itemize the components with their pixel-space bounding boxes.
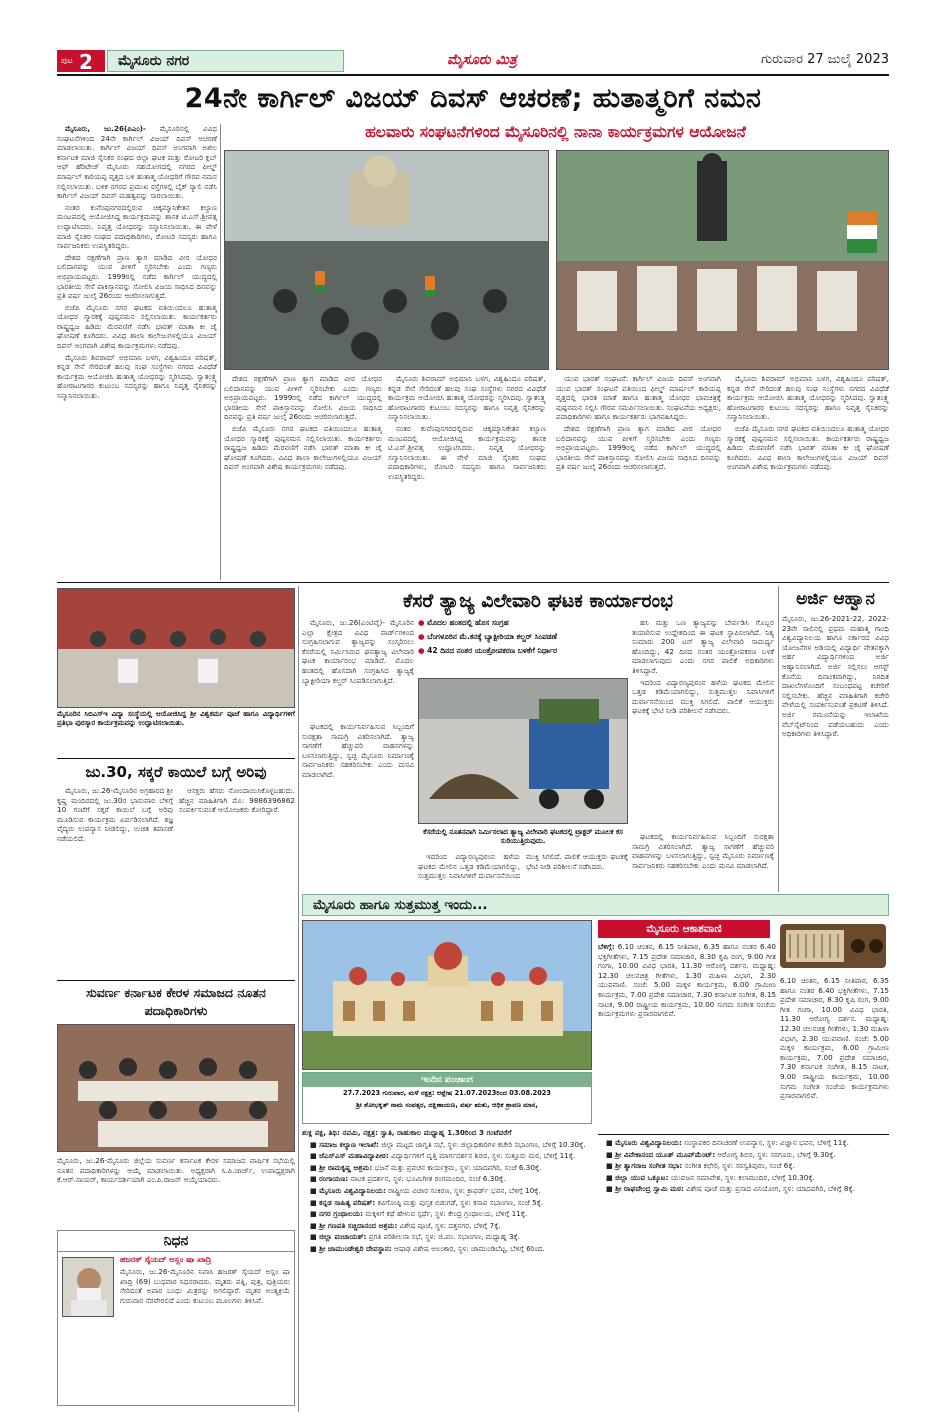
waste-bullet-2-text: ಬೆಂಗಳೂರಿನ ಮೆ.ಕನಕ್ಕೆ ಬ್ಯಾಕ್ಟೀರಿಯಾ ಕಲ್ಚರ್ ಸಿಂಪಡಣೆ <box>427 632 557 641</box>
sugar-column-2 <box>179 786 295 976</box>
right-event-item: ■ ಮೈಸೂರು ವಿಶ್ವವಿದ್ಯಾನಿಲಯ: ಸಂಸ್ಥಾಪಕರ ದಿನಾಚರಣೆ ಉಪನ್ಯಾಸ, ಸ್ಥಳ: ವಿಜ್ಞಾನ ಭವನ, ಬೆಳಿಗ್ಗೆ 11ಕ್ಕೆ. <box>606 1138 849 1147</box>
event-7-label: ನಗರ ಗ್ರಂಥಾಲಯ: <box>319 1209 364 1219</box>
waste-column-1 <box>302 618 414 720</box>
sarvajana-headline-text: ಸುವರ್ಣ ಕರ್ನಾಟಕ ಕೇರಳ ಸಮಾಜದ ನೂತನ ಪದಾಧಿಕಾರಿಗಳು <box>86 985 266 1018</box>
section-name: ಮೈಸೂರು ನಗರ <box>118 53 190 69</box>
event-item: ■ ಶ್ರೀ ಚಾಮುಂಡೇಶ್ವರಿ ದೇವಸ್ಥಾನ: ಆಷಾಢ ವಿಶೇಷ ಅಲಂಕಾರ, ಸ್ಥಳ: ಚಾಮುಂಡಿಬೆಟ್ಟ, ಬೆಳಿಗ್ಗೆ 6ರಿಂದ. <box>310 1243 545 1253</box>
sarvajana-top-rule <box>57 980 295 981</box>
waste-body-2: ಹಸಿ ಮತ್ತು ಒಣ ತ್ಯಾಜ್ಯವನ್ನು ಬೇರ್ಪಡಿಸಿ ಗೊಬ್ಬರ ತಯಾರಿಸುವ ಉದ್ದೇಶದಿಂದ ಈ ಘಟಕ ಸ್ಥಾಪಿಸಲಾಗಿದೆ. ನಿತ್ಯ ಸುಮಾರು 200 ಟನ್ ತ್ಯಾಜ್ಯ ವಿಲೇವಾರಿ ಸಾಮರ್ಥ್ಯ ಹೊಂದಿದ್ದು, 42 ದಿನದ ನಂತರ ಯಂತ್ರೋಪಕರಣ ಬಳಕೆ ಮಾಡಲಾಗುವುದು ಎಂದು ನಗರ ಪಾಲಿಕೆ ಅಧಿಕಾರಿಗಳು ತಿಳಿಸಿದ್ದಾರೆ. <box>632 618 774 675</box>
lead-column-4 <box>556 374 721 579</box>
waste-body-3: ಇದರಿಂದ ವಿದ್ಯಾರಣ್ಯಪುರಂನ ಹಳೆಯ ಘಟಕದ ಮೇಲಿನ ಒತ್ತಡ ಕಡಿಮೆಯಾಗಲಿದ್ದು, ಸುತ್ತಮುತ್ತಲ ನಿವಾಸಿಗಳಿಗೆ ದುರ್ವಾಸನೆಯಿಂದ ಮುಕ್ತಿ ಸಿಗಲಿದೆ. ಪಾಲಿಕೆ ಆಯುಕ್ತರು ಘಟಕಕ್ಕೆ ಭೇಟಿ ನೀಡಿ ಪರಿಶೀಲನೆ ನಡೆಸಿದರು. <box>632 677 774 716</box>
panchanga-line-2: ಶ್ರೀ ಶೋಭಕೃತ್ ನಾಮ ಸಂವತ್ಸರ, ದಕ್ಷಿಣಾಯಣ, ವರ್ಷ ಋತು, ಆಧಿಕ ಶ್ರಾವಣ ಮಾಸ, <box>356 1101 538 1109</box>
event-5-label: ಮೈಸೂರು ವಿಶ್ವವಿದ್ಯಾನಿಲಯ: <box>319 1185 386 1195</box>
waste-column-5 <box>632 832 774 890</box>
radio-icon <box>778 920 888 972</box>
event-1-text: ಜಿಲ್ಲಾ ಮಟ್ಟದ ಜಾಗೃತಿ ಸಭೆ, ಸ್ಥಳ: ಜಿಲ್ಲಾಧಿಕಾರಿಗಳ ಕಚೇರಿ ಸಭಾಂಗಣ, ಬೆಳಿಗ್ಗೆ 10.30ಕ್ಕೆ. <box>381 1139 586 1149</box>
event-item: ■ ಮೈಸೂರು ವಿಶ್ವವಿದ್ಯಾನಿಲಯ: ರಾಷ್ಟ್ರೀಯ ವಿಚಾರ ಸಂಕಿರಣ, ಸ್ಥಳ: ಕ್ರಾಫರ್ಡ್ ಭವನ, ಬೆಳಿಗ್ಗೆ 10ಕ್ಕೆ. <box>310 1185 541 1195</box>
lead-column-1 <box>57 124 217 584</box>
sarvajana-photo <box>57 1024 295 1152</box>
event-item: ■ ಶ್ರೀ ಗಣಪತಿ ಸಚ್ಚಿದಾನಂದ ಆಶ್ರಮ: ವಿಶೇಷ ಪೂಜೆ, ಸ್ಥಳ: ದತ್ತನಗರ, ಬೆಳಿಗ್ಗೆ 7ಕ್ಕೆ. <box>310 1220 501 1230</box>
palace-photo <box>302 920 592 1070</box>
waste-plant-illustration <box>419 679 628 824</box>
event-10-text: ಆಷಾಢ ವಿಶೇಷ ಅಲಂಕಾರ, ಸ್ಥಳ: ಚಾಮುಂಡಿಬೆಟ್ಟ, ಬೆಳಿಗ್ಗೆ 6ರಿಂದ. <box>393 1243 545 1253</box>
waste-body-3b: ಇದರಿಂದ ವಿದ್ಯಾರಣ್ಯಪುರಂನ ಹಳೆಯ ಘಟಕದ ಮೇಲಿನ ಒತ್ತಡ ಕಡಿಮೆಯಾಗಲಿದ್ದು, ಸುತ್ತಮುತ್ತಲ ನಿವಾಸಿಗಳಿಗೆ ದುರ್ವಾಸನೆಯಿಂದ ಮುಕ್ತಿ ಸಿಗಲಿದೆ. ಪಾಲಿಕೆ ಆಯುಕ್ತರು ಘಟಕಕ್ಕೆ ಭೇಟಿ ನೀಡಿ ಪರಿಶೀಲನೆ ನಡೆಸಿದರು. <box>418 852 628 881</box>
right-event-item: ■ ಶ್ರೀ ರಾಘವೇಂದ್ರ ಸ್ವಾಮಿ ಮಠ: ವಿಶೇಷ ಪೂಜೆ ಮತ್ತು ಪ್ರಸಾದ ವಿನಿಯೋಗ, ಸ್ಥಳ: ಯಾದವಗಿರಿ, ಬೆಳಿಗ್ಗೆ 8ಕ್ಕೆ. <box>606 1184 855 1194</box>
sugar-column-1 <box>57 786 173 976</box>
left-column-divider <box>298 586 299 1412</box>
masthead-name: ಮೈಸೂರು ಮಿತ್ರ <box>447 52 517 68</box>
lead-body-4c: ಬಿಜೆಪಿ ಮೈಸೂರು ನಗರ ಘಟಕದ ವತಿಯಿಂದಲೂ ಹುತಾತ್ಮ ಯೋಧರ ಸ್ಮಾರಕಕ್ಕೆ ಪುಷ್ಪನಮನ ಸಲ್ಲಿಸಲಾಯಿತು. ಕಾರ್ಯಕರ್ತರು ರಾಷ್ಟ್ರಧ್ವಜ ಹಿಡಿದು ಮೆರವಣಿಗೆ ನಡೆಸಿ ಭಾರತ್ ಮಾತಾ ಕೀ ಜೈ ಘೋಷಣೆ ಕೂಗಿದರು. ವಿವಿಧ ಶಾಲಾ ಕಾಲೇಜುಗಳಲ್ಲಿಯೂ ವಿಜಯ್ ದಿವಸ್ ಅಂಗವಾಗಿ ವಿಶೇಷ ಕಾರ್ಯಕ್ರಮಗಳು ನಡೆದವು. <box>727 423 889 472</box>
right-event-2-label: ಶ್ರೀ ವಿವೇಕಾನಂದ ಯೂತ್ ಮೂವ್‌ಮೆಂಟ್: <box>615 1149 716 1159</box>
event-item: ■ ಜೆಎಸ್‌ಎಸ್ ಮಹಾವಿದ್ಯಾಪೀಠ: ವಿದ್ಯಾರ್ಥಿಗಳಿಗೆ ವೃತ್ತಿ ಮಾರ್ಗದರ್ಶನ ಶಿಬಿರ, ಸ್ಥಳ: ಸುತ್ತೂರು ಮಠ, ಬೆಳಿಗ್ಗೆ 11ಕ್ಕೆ. <box>310 1151 576 1161</box>
event-2-label: ಜೆಎಸ್‌ಎಸ್ ಮಹಾವಿದ್ಯಾಪೀಠ: <box>319 1151 389 1161</box>
right-event-item: ■ ಶ್ರೀ ವಿವೇಕಾನಂದ ಯೂತ್ ಮೂವ್‌ಮೆಂಟ್: ಆರೋಗ್ಯ ಶಿಬಿರ, ಸ್ಥಳ: ಸರಗೂರು, ಬೆಳಿಗ್ಗೆ 9.30ಕ್ಕೆ. <box>606 1149 836 1159</box>
event-item: ■ ಸಮಾಜ ಕಲ್ಯಾಣ ಇಲಾಖೆ: ಜಿಲ್ಲಾ ಮಟ್ಟದ ಜಾಗೃತಿ ಸಭೆ, ಸ್ಥಳ: ಜಿಲ್ಲಾಧಿಕಾರಿಗಳ ಕಚೇರಿ ಸಭಾಂಗಣ, ಬೆಳಿಗ್ಗೆ 10.30ಕ್ಕೆ. <box>310 1139 586 1149</box>
right-event-4-label: ಜಿಲ್ಲಾ ಯುವ ಒಕ್ಕೂಟ: <box>615 1172 669 1182</box>
right-event-3-label: ಶ್ರೀ ತ್ಯಾಗರಾಜ ಸಂಗೀತ ಸಭಾ: <box>615 1161 683 1171</box>
radio-title-bar <box>598 920 770 938</box>
memorial-photo <box>556 150 889 370</box>
radio-label: ಬೆಳಿಗ್ಗೆ: <box>598 942 615 951</box>
panchanga-line-3b: ಶುಕ್ಲ ಪಕ್ಷ, ತಿಥಿ: ನವಮಿ, ನಕ್ಷತ್ರ: ಸ್ವಾತಿ, ರಾಹುಕಾಲ ಮಧ್ಯಾಹ್ನ 1.30ರಿಂದ 3 ಗಂಟೆವರೆಗೆ <box>302 1128 512 1137</box>
lead-column-5 <box>727 374 889 579</box>
event-9-label: ಜಿಲ್ಲಾ ಪಂಚಾಯತ್: <box>319 1232 367 1242</box>
panchanga-title-bar <box>303 1073 591 1087</box>
radio-title: ಮೈಸೂರು ಆಕಾಶವಾಣಿ <box>646 923 722 935</box>
today-banner-text: ಮೈಸೂರು ಹಾಗೂ ಸುತ್ತಮುತ್ತ ಇಂದು... <box>313 897 488 913</box>
lead-column-3 <box>388 374 546 579</box>
lead-body-1: ಮೈಸೂರಿನಲ್ಲಿ ವಿವಿಧ ಸಂಘಟನೆಗಳಿಂದ 24ನೇ ಕಾರ್ಗಿಲ್ ವಿಜಯ್ ದಿವಸ್ ಆಚರಣೆ ಮಾಡಲಾಯಿತು. ಕಾರ್ಗಿಲ್ ವಿಜಯ್ ದಿವಸ್ ಅಂಗವಾಗಿ ಅಖಿಲ ಕರ್ನಾಟಕ ಮಾಜಿ ಸೈನಿಕರ ಸಂಘದ ಜಿಲ್ಲಾ ಘಟಕ ಮತ್ತು ರೋಟರಿ ಕ್ಲಬ್ ಆಫ್ ಹೆರಿಟೇಜ್ ಮೈಸೂರು ಸಹಯೋಗದಲ್ಲಿ ನಗರದ ಫೀಲ್ಡ್ ಮಾರ್ಷಲ್ ಕಾರಿಯಪ್ಪ ವೃತ್ತದ ಬಳಿ ಹುತಾತ್ಮ ಯೋಧರಿಗೆ ಗೌರವ ನಮನ ಸಲ್ಲಿಸಲಾಯಿತು. ಬಳಿಕ ನಗರದ ಪ್ರಮುಖ ರಸ್ತೆಗಳಲ್ಲಿ ಬೈಕ್ ರ‍್ಯಾಲಿ ನಡೆಸಿ ಕಾರ್ಗಿಲ್ ವಿಜಯ್ ದಿವಸ್ ಮಹತ್ವವನ್ನು ಸಾರಲಾಯಿತು. <box>57 124 217 201</box>
event-10-label: ಶ್ರೀ ಚಾಮುಂಡೇಶ್ವರಿ ದೇವಸ್ಥಾನ: <box>319 1243 392 1253</box>
lead-body-5: ಯುವ ಭಾರತ್ ಸಂಘಟನೆ: ಕಾರ್ಗಿಲ್ ವಿಜಯ ದಿವಸ್ ಅಂಗವಾಗಿ ಯುವ ಭಾರತ್ ಸಂಘಟನೆ ವತಿಯಿಂದ ಫೀಲ್ಡ್ ಮಾರ್ಷಲ್ ಕಾರಿಯಪ್ಪ ವೃತ್ತದಲ್ಲಿ ಭಾರತ ಮಾತೆ ಹಾಗೂ ಹುತಾತ್ಮ ಯೋಧರ ಭಾವಚಿತ್ರಕ್ಕೆ ಪುಷ್ಪನಮನ ಸಲ್ಲಿಸಿ ಗೌರವ ಸಮರ್ಪಿಸಲಾಯಿತು. ಸಂಘಟನೆಯ ಅಧ್ಯಕ್ಷರು, ಪದಾಧಿಕಾರಿಗಳು ಹಾಗೂ ಕಾರ್ಯಕರ್ತರು ಭಾಗವಹಿಸಿದ್ದರು. <box>556 374 721 422</box>
lead-body-6b: ಮೈಸೂರು ಶಿವರಾಮ್ ಅಭಿಮಾನಿ ಬಳಗ, ವಿಶ್ವಹಿಂದೂ ಪರಿಷತ್, ಕನ್ನಡ ಸೇನೆ ಸೇರಿದಂತೆ ಹಲವು ಸಂಘ ಸಂಸ್ಥೆಗಳು ನಗರದ ವಿವಿಧೆಡೆ ಕಾರ್ಯಕ್ರಮ ಆಯೋಜಿಸಿ ಹುತಾತ್ಮ ಯೋಧರನ್ನು ಸ್ಮರಿಸಿದವು. ಸ್ವಾತಂತ್ರ್ಯ ಹೋರಾಟಗಾರರ ಕುಟುಂಬ ಸದಸ್ಯರನ್ನು ಹಾಗೂ ನಿವೃತ್ತ ಸೈನಿಕರನ್ನು ಸನ್ಮಾನಿಸಲಾಯಿತು. <box>388 374 546 422</box>
memorial-illustration <box>557 151 889 370</box>
school-event-caption: ಮೈಸೂರಿನ ಸಿಬಿಎಸ್ಇ ವಿದ್ಯಾ ಸಂಸ್ಥೆಯಲ್ಲಿ ಆಯೋಜಿಸಿದ್ದ ಶ್ರೀ ವಿಶ್ವಕರ್ಮ ಪೂಜೆ ಹಾಗೂ ವಿದ್ಯಾರ್ಥಿಗಳಿಗೆ ಪ್ರತಿಭಾ ಪುರಸ್ಕಾರ ಕಾರ್ಯಕ್ರಮವನ್ನು ಉದ್ಘಾಟಿಸಲಾಯಿತು. <box>57 710 295 727</box>
page-header <box>57 50 889 72</box>
sarvajana-headline <box>57 984 295 1020</box>
obituary-name: ಹಜರತ್ ಸೈಯದ್ ಅಸ್ಲಂ ಷಾ ಖಾದ್ರಿ <box>120 1255 212 1264</box>
application-body: ಮೈಸೂರು, ಜು.26-2021-22, 2022-23ನೇ ಸಾಲಿನಲ್ಲಿ ಪ್ರಥಮ ಮಹಾತ್ಮ ಗಾಂಧಿ ವಿಶ್ವವಿದ್ಯಾನಿಲಯ ಹಾಗೂ ಸರ್ಕಾರದ ವಿವಿಧ ಯೋಜನೆಗಳ ಅಡಿಯಲ್ಲಿ ವಿದ್ಯಾರ್ಥಿ ವೇತನಕ್ಕಾಗಿ ಅರ್ಹ ವಿದ್ಯಾರ್ಥಿಗಳಿಂದ ಅರ್ಜಿ ಆಹ್ವಾನಿಸಲಾಗಿದೆ. ಅರ್ಜಿ ಸಲ್ಲಿಸಲು ಆಗಸ್ಟ್ ಕೊನೆಯ ದಿನಾಂಕವಾಗಿದ್ದು, ನಿಗದಿತ ದಾಖಲೆಗಳೊಂದಿಗೆ ಸಂಬಂಧಪಟ್ಟ ಕಚೇರಿಗೆ ಸಲ್ಲಿಸಬೇಕು. ಹೆಚ್ಚಿನ ಮಾಹಿತಿಗಾಗಿ ಕಚೇರಿ ವೇಳೆಯಲ್ಲಿ ಸಂಪರ್ಕಿಸುವಂತೆ ಪ್ರಕಟಣೆ ತಿಳಿಸಿದೆ. ಅರ್ಜಿ ನಮೂನೆಯನ್ನು ಇಲಾಖೆಯ ವೆಬ್‌ಸೈಟ್‌ನಿಂದ ಪಡೆಯಬಹುದು ಎಂದು ಅಧಿಕಾರಿಗಳು ತಿಳಿಸಿದ್ದಾರೆ. <box>782 614 889 739</box>
lead-body-2: ನಂತರ ಕುವೆಂಪುನಗರದಲ್ಲಿರುವ ಚಿಕ್ಕಮ್ಮಾನಿಕೇತನ ಕಲ್ಯಾಣ ಮಂಟಪದಲ್ಲಿ ಆಯೋಜಿಸಿದ್ದ ಕಾರ್ಯಕ್ರಮವನ್ನು ಶಾಸಕ ಟಿ.ಎಸ್.ಶ್ರೀವತ್ಸ ಉದ್ಘಾಟಿಸಿದರು. ನಿವೃತ್ತ ಯೋಧರನ್ನು ಸನ್ಮಾನಿಸಲಾಯಿತು. ಈ ವೇಳೆ ಮಾಜಿ ಸೈನಿಕರ ಸಂಘದ ಪದಾಧಿಕಾರಿಗಳು, ರೋಟರಿ ಸದಸ್ಯರು ಹಾಗೂ ಸಾರ್ವಜನಿಕರು ಉಪಸ್ಥಿತರಿದ್ದರು. <box>57 202 217 251</box>
sugar-headline: ಜು.30, ಸಕ್ಕರೆ ಕಾಯಿಲೆ ಬಗ್ಗೆ ಅರಿವು <box>85 763 267 781</box>
bike-rally-illustration <box>225 151 549 370</box>
waste-bullet-1 <box>418 616 628 630</box>
event-item: ■ ನಗರ ಗ್ರಂಥಾಲಯ: ಮಕ್ಕಳಿಗೆ ಕಥೆ ಹೇಳುವ ಸ್ಪರ್ಧೆ, ಸ್ಥಳ: ಕೇಂದ್ರ ಗ್ರಂಥಾಲಯ, ಬೆಳಿಗ್ಗೆ 11ಕ್ಕೆ. <box>310 1209 528 1219</box>
radio-set-icon <box>778 920 888 972</box>
event-item: ■ ಕನ್ನಡ ಸಾಹಿತ್ಯ ಪರಿಷತ್: ಕವಿಗೋಷ್ಠಿ ಮತ್ತು ಪುಸ್ತಕ ಬಿಡುಗಡೆ, ಸ್ಥಳ: ಕಸಾಪ ಸಭಾಂಗಣ, ಸಂಜೆ 5ಕ್ಕೆ. <box>310 1197 544 1207</box>
lead-body-6: ಮೈಸೂರು ಶಿವರಾಮ್ ಅಭಿಮಾನಿ ಬಳಗ, ವಿಶ್ವಹಿಂದೂ ಪರಿಷತ್, ಕನ್ನಡ ಸೇನೆ ಸೇರಿದಂತೆ ಹಲವು ಸಂಘ ಸಂಸ್ಥೆಗಳು ನಗರದ ವಿವಿಧೆಡೆ ಕಾರ್ಯಕ್ರಮ ಆಯೋಜಿಸಿ ಹುತಾತ್ಮ ಯೋಧರನ್ನು ಸ್ಮರಿಸಿದವು. ಸ್ವಾತಂತ್ರ್ಯ ಹೋರಾಟಗಾರರ ಕುಟುಂಬ ಸದಸ್ಯರನ್ನು ಹಾಗೂ ನಿವೃತ್ತ ಸೈನಿಕರನ್ನು ಸನ್ಮಾನಿಸಲಾಯಿತು. <box>57 352 217 401</box>
right-event-5-label: ಶ್ರೀ ರಾಘವೇಂದ್ರ ಸ್ವಾಮಿ ಮಠ: <box>615 1184 684 1194</box>
waste-headline: ಕೆಸರೆ ತ್ಯಾಜ್ಯ ವಿಲೇವಾರಿ ಘಟಕ ಕಾರ್ಯಾರಂಭ <box>402 590 674 612</box>
bike-rally-photo <box>224 150 549 370</box>
event-item: ■ ರಂಗಾಯಣ: ನಾಟಕ ಪ್ರದರ್ಶನ, ಸ್ಥಳ: ಭೂಮಿಗೀತ ರಂಗಮಂದಿರ, ಸಂಜೆ 6.30ಕ್ಕೆ. <box>310 1174 506 1184</box>
sarvajana-body: ಮೈಸೂರು, ಜು.26-ಮೈಸೂರು ಜಿಲ್ಲೆಯ ಸುವರ್ಣ ಕರ್ನಾಟಕ ಕೇರಳ ಸಮಾಜದ ವಾರ್ಷಿಕ ಸಭೆಯಲ್ಲಿ ನೂತನ ಪದಾಧಿಕಾರಿಗಳನ್ನು ಆಯ್ಕೆ ಮಾಡಲಾಯಿತು. ಅಧ್ಯಕ್ಷರಾಗಿ ಸಿ.ಪಿ.ಜಾರ್ಜ್, ಉಪಾಧ್ಯಕ್ಷರಾಗಿ ಕೆ.ಆರ್.ನಾಯರ್, ಕಾರ್ಯದರ್ಶಿಯಾಗಿ ಎಂ.ಪಿ.ರಾಜನ್ ಆಯ್ಕೆಯಾದರು. <box>57 1156 295 1185</box>
application-headline: ಅರ್ಜಿ ಆಹ್ವಾನ <box>796 589 875 609</box>
radio-body: 6.10 ಚಿಂತನ, 6.15 ನೀತಿಪಾಠ, 6.35 ಹಾಗೂ ನಂತರ 6.40 ಭಕ್ತಿಗೀತೆಗಳು, 7.15 ಪ್ರದೇಶ ಸಮಾಚಾರ, 8.30 ಕೃಷಿ ರಂಗ, 9.00 ಗೀತ ಗಂಗಾ, 10.00 ವಿವಿಧ ಭಾರತಿ, 11.30 ಆರೋಗ್ಯ ದರ್ಶನ. ಮಧ್ಯಾಹ್ನ: 12.30 ಚಲನಚಿತ್ರ ಗೀತೆಗಳು, 1.30 ಮಹಿಳಾ ವಿಭಾಗ, 2.30 ಯುವವಾಣಿ. ಸಂಜೆ: 5.00 ಮಕ್ಕಳ ಕಾರ್ಯಕ್ರಮ, 6.00 ಗ್ರಾಮೀಣ ಕಾರ್ಯಕ್ರಮ, 7.00 ಪ್ರದೇಶ ಸಮಾಚಾರ, 7.30 ಕರ್ನಾಟಕ ಸಂಗೀತ, 8.15 ನಾಟಕ, 9.00 ರಾಷ್ಟ್ರೀಯ ಕಾರ್ಯಕ್ರಮ, 10.00 ಸುಗಮ ಸಂಗೀತ ಸಂಜೆಯ ಕಾರ್ಯಕ್ರಮಗಳು ಪ್ರಸಾರವಾಗಲಿವೆ. <box>598 942 776 1019</box>
lead-body-4: ಬಿಜೆಪಿ ಮೈಸೂರು ನಗರ ಘಟಕದ ವತಿಯಿಂದಲೂ ಹುತಾತ್ಮ ಯೋಧರ ಸ್ಮಾರಕಕ್ಕೆ ಪುಷ್ಪನಮನ ಸಲ್ಲಿಸಲಾಯಿತು. ಕಾರ್ಯಕರ್ತರು ರಾಷ್ಟ್ರಧ್ವಜ ಹಿಡಿದು ಮೆರವಣಿಗೆ ನಡೆಸಿ ಭಾರತ್ ಮಾತಾ ಕೀ ಜೈ ಘೋಷಣೆ ಕೂಗಿದರು. ವಿವಿಧ ಶಾಲಾ ಕಾಲೇಜುಗಳಲ್ಲಿಯೂ ವಿಜಯ್ ದಿವಸ್ ಅಂಗವಾಗಿ ವಿಶೇಷ ಕಾರ್ಯಕ್ರಮಗಳು ನಡೆದವು. <box>57 302 217 351</box>
right-event-1-text: ಸಂಸ್ಥಾಪಕರ ದಿನಾಚರಣೆ ಉಪನ್ಯಾಸ, ಸ್ಥಳ: ವಿಜ್ಞಾನ ಭವನ, ಬೆಳಿಗ್ಗೆ 11ಕ್ಕೆ. <box>684 1138 849 1147</box>
page-label: ಪುಟ <box>61 56 73 65</box>
sugar-body-1: ಮೈಸೂರು, ಜು.26-ಮೈಸೂರಿನ ಅಗ್ರಹಾರದ ಶ್ರೀ ಕೃಷ್ಣ ಮಂದಿರದಲ್ಲಿ ಜು.30ರ ಭಾನುವಾರ ಬೆಳಿಗ್ಗೆ 10 ಗಂಟೆಗೆ ಸಕ್ಕರೆ ಕಾಯಿಲೆ ಬಗ್ಗೆ ಅರಿವು ಮೂಡಿಸುವ ಕಾರ್ಯಕ್ರಮ ಏರ್ಪಡಿಸಲಾಗಿದೆ. ತಜ್ಞ ವೈದ್ಯರು ಉಪನ್ಯಾಸ ನೀಡಲಿದ್ದು, ಉಚಿತ ತಪಾಸಣೆ ನಡೆಯಲಿದೆ. <box>57 786 173 843</box>
waste-column-4 <box>632 618 774 830</box>
waste-photo-caption: ಕೆಸರೆಯಲ್ಲಿ ನೂತನವಾಗಿ ನಿರ್ಮಿಸಲಾದ ತ್ಯಾಜ್ಯ ವಿಲೇವಾರಿ ಘಟಕದಲ್ಲಿ ಟ್ರಾಕ್ಟರ್ ಮೂಲಕ ಕಸ ಸುರಿಯುತ್ತಿರುವುದು. <box>423 828 623 845</box>
right-events-list <box>598 1138 889 1412</box>
portrait-icon <box>63 1258 114 1317</box>
lead-body-3c: ದೇಶದ ರಕ್ಷಣೆಗಾಗಿ ಪ್ರಾಣ ತ್ಯಾಗ ಮಾಡಿದ ವೀರ ಯೋಧರ ಬಲಿದಾನವನ್ನು ಯುವ ಪೀಳಿಗೆ ಸ್ಮರಿಸಬೇಕು ಎಂದು ಗಣ್ಯರು ಅಭಿಪ್ರಾಯಪಟ್ಟರು. 1999ರಲ್ಲಿ ನಡೆದ ಕಾರ್ಗಿಲ್ ಯುದ್ಧದಲ್ಲಿ ಭಾರತೀಯ ಸೇನೆ ಪಾಕಿಸ್ತಾನವನ್ನು ಸೋಲಿಸಿ ವಿಜಯ ಸಾಧಿಸಿದ ದಿನವನ್ನು ಪ್ರತಿ ವರ್ಷ ಜುಲೈ 26ರಂದು ಆಚರಿಸಲಾಗುತ್ತದೆ. <box>556 423 721 472</box>
panchanga-line-1: 27.7.2023 ಗುರುವಾರ, ಮಳೆ ನಕ್ಷತ್ರ: ಆಶ್ಲೇಷ 21.07.2023ರಿಂದ 03.08.2023 <box>343 1089 551 1097</box>
page-date: ಗುರುವಾರ 27 ಜುಲೈ 2023 <box>760 52 889 67</box>
header-rule <box>57 74 889 76</box>
bullet-icon: ● <box>418 632 428 641</box>
radio-body-right: 6.10 ಚಿಂತನ, 6.15 ನೀತಿಪಾಠ, 6.35 ಹಾಗೂ ನಂತರ 6.40 ಭಕ್ತಿಗೀತೆಗಳು, 7.15 ಪ್ರದೇಶ ಸಮಾಚಾರ, 8.30 ಕೃಷಿ ರಂಗ, 9.00 ಗೀತ ಗಂಗಾ, 10.00 ವಿವಿಧ ಭಾರತಿ, 11.30 ಆರೋಗ್ಯ ದರ್ಶನ. ಮಧ್ಯಾಹ್ನ: 12.30 ಚಲನಚಿತ್ರ ಗೀತೆಗಳು, 1.30 ಮಹಿಳಾ ವಿಭಾಗ, 2.30 ಯುವವಾಣಿ. ಸಂಜೆ: 5.00 ಮಕ್ಕಳ ಕಾರ್ಯಕ್ರಮ, 6.00 ಗ್ರಾಮೀಣ ಕಾರ್ಯಕ್ರಮ, 7.00 ಪ್ರದೇಶ ಸಮಾಚಾರ, 7.30 ಕರ್ನಾಟಕ ಸಂಗೀತ, 8.15 ನಾಟಕ, 9.00 ರಾಷ್ಟ್ರೀಯ ಕಾರ್ಯಕ್ರಮ, 10.00 ಸುಗಮ ಸಂಗೀತ ಸಂಜೆಯ ಕಾರ್ಯಕ್ರಮಗಳು ಪ್ರಸಾರವಾಗಲಿವೆ. <box>780 976 889 1101</box>
lead-body-2b: ನಂತರ ಕುವೆಂಪುನಗರದಲ್ಲಿರುವ ಚಿಕ್ಕಮ್ಮಾನಿಕೇತನ ಕಲ್ಯಾಣ ಮಂಟಪದಲ್ಲಿ ಆಯೋಜಿಸಿದ್ದ ಕಾರ್ಯಕ್ರಮವನ್ನು ಶಾಸಕ ಟಿ.ಎಸ್.ಶ್ರೀವತ್ಸ ಉದ್ಘಾಟಿಸಿದರು. ನಿವೃತ್ತ ಯೋಧರನ್ನು ಸನ್ಮಾನಿಸಲಾಯಿತು. ಈ ವೇಳೆ ಮಾಜಿ ಸೈನಿಕರ ಸಂಘದ ಪದಾಧಿಕಾರಿಗಳು, ರೋಟರಿ ಸದಸ್ಯರು ಹಾಗೂ ಸಾರ್ವಜನಿಕರು ಉಪಸ್ಥಿತರಿದ್ದರು. <box>388 423 546 481</box>
waste-column-2 <box>302 722 414 890</box>
bullet-icon: ● <box>418 646 428 655</box>
waste-body-4b: ಘಟಕದಲ್ಲಿ ಕಾರ್ಯನಿರ್ವಹಿಸುವ ಸಿಬ್ಬಂದಿಗೆ ಸುರಕ್ಷತಾ ಸಾಮಗ್ರಿ ವಿತರಿಸಲಾಗಿದೆ. ತ್ಯಾಜ್ಯ ಸಾಗಣೆಗೆ ಹೆಚ್ಚುವರಿ ವಾಹನಗಳನ್ನು ಬಳಸಲಾಗುತ್ತಿದ್ದು, ಸ್ವಚ್ಛ ಮೈಸೂರು ನಿರ್ಮಾಣಕ್ಕೆ ಸಾರ್ವಜನಿಕರು ಸಹಕರಿಸಬೇಕು ಎಂದು ಮನವಿ ಮಾಡಲಾಗಿದೆ. <box>632 832 774 870</box>
panchanga-title: ಇಂದಿನ ಪಂಚಾಂಗ <box>421 1075 473 1085</box>
radio-box <box>598 920 889 1132</box>
event-5-text: ರಾಷ್ಟ್ರೀಯ ವಿಚಾರ ಸಂಕಿರಣ, ಸ್ಥಳ: ಕ್ರಾಫರ್ಡ್ ಭವನ, ಬೆಳಿಗ್ಗೆ 10ಕ್ಕೆ. <box>388 1185 541 1195</box>
obituary-title: ನಿಧನ <box>58 1231 294 1252</box>
event-4-label: ರಂಗಾಯಣ: <box>319 1174 349 1184</box>
event-8-text: ವಿಶೇಷ ಪೂಜೆ, ಸ್ಥಳ: ದತ್ತನಗರ, ಬೆಳಿಗ್ಗೆ 7ಕ್ಕೆ. <box>399 1220 501 1230</box>
lead-body-3b: ದೇಶದ ರಕ್ಷಣೆಗಾಗಿ ಪ್ರಾಣ ತ್ಯಾಗ ಮಾಡಿದ ವೀರ ಯೋಧರ ಬಲಿದಾನವನ್ನು ಯುವ ಪೀಳಿಗೆ ಸ್ಮರಿಸಬೇಕು ಎಂದು ಗಣ್ಯರು ಅಭಿಪ್ರಾಯಪಟ್ಟರು. 1999ರಲ್ಲಿ ನಡೆದ ಕಾರ್ಗಿಲ್ ಯುದ್ಧದಲ್ಲಿ ಭಾರತೀಯ ಸೇನೆ ಪಾಕಿಸ್ತಾನವನ್ನು ಸೋಲಿಸಿ ವಿಜಯ ಸಾಧಿಸಿದ ದಿನವನ್ನು ಪ್ರತಿ ವರ್ಷ ಜುಲೈ 26ರಂದು ಆಚರಿಸಲಾಗುತ್ತದೆ. <box>224 374 382 422</box>
right-events-rule <box>598 1134 889 1135</box>
bullet-icon: ● <box>418 618 428 627</box>
event-1-label: ಸಮಾಜ ಕಲ್ಯಾಣ ಇಲಾಖೆ: <box>319 1139 379 1149</box>
event-item: ■ ಶ್ರೀ ರಾಮಕೃಷ್ಣ ಆಶ್ರಮ: ಭಜನೆ ಮತ್ತು ಪ್ರವಚನ ಕಾರ್ಯಕ್ರಮ, ಸ್ಥಳ: ಯಾದವಗಿರಿ, ಸಂಜೆ 6.30ಕ್ಕೆ. <box>310 1162 542 1172</box>
lead-dateline: ಮೈಸೂರು, ಜು.26(ಪಿಎಂ)- <box>65 124 146 133</box>
waste-bullets <box>418 616 628 676</box>
lead-bottom-rule <box>57 582 889 583</box>
event-2-text: ವಿದ್ಯಾರ್ಥಿಗಳಿಗೆ ವೃತ್ತಿ ಮಾರ್ಗದರ್ಶನ ಶಿಬಿರ, ಸ್ಥಳ: ಸುತ್ತೂರು ಮಠ, ಬೆಳಿಗ್ಗೆ 11ಕ್ಕೆ. <box>391 1151 576 1161</box>
right-event-2-text: ಆರೋಗ್ಯ ಶಿಬಿರ, ಸ್ಥಳ: ಸರಗೂರು, ಬೆಳಿಗ್ಗೆ 9.30ಕ್ಕೆ. <box>717 1149 836 1159</box>
event-3-label: ಶ್ರೀ ರಾಮಕೃಷ್ಣ ಆಶ್ರಮ: <box>319 1162 373 1172</box>
section-name-box <box>107 50 344 72</box>
panchanga-box <box>302 1072 592 1124</box>
waste-body-1: ಮೈಸೂರು, ಜು.26(ಎಂಟಿವೈ)- ಮೈಸೂರಿನ ಎಲ್ಲಾ ಕ್ಷೇತ್ರದ ವಿವಿಧ ವಾರ್ಡ್‌ಗಳಿಂದ ಸಂಗ್ರಹಿಸಲಾಗುವ ತ್ಯಾಜ್ಯವನ್ನು ಸಂಸ್ಕರಿಸಲು ಕೆಸರೆಯಲ್ಲಿ ನಿರ್ಮಿಸಿರುವ ಘನತ್ಯಾಜ್ಯ ವಿಲೇವಾರಿ ಘಟಕ ಕಾರ್ಯಾರಂಭ ಮಾಡಿದೆ. ಮೊದಲ ಹಂತದಲ್ಲಿ ಹೊಸದಾಗಿ ಸಂಗ್ರಹಿಸಿದ ತ್ಯಾಜ್ಯಕ್ಕೆ ಬ್ಯಾಕ್ಟೀರಿಯಾ ಕಲ್ಚರ್ ಸಿಂಪಡಿಸಲಾಗುತ್ತಿದೆ. <box>302 618 414 685</box>
school-event-photo <box>57 588 295 708</box>
waste-bullet-1-text: ಮೊದಲ ಹಂತದಲ್ಲಿ ಹೊಸ ಸಂಗ್ರಹ <box>427 618 509 627</box>
right-event-1-label: ಮೈಸೂರು ವಿಶ್ವವಿದ್ಯಾನಿಲಯ: <box>615 1138 682 1147</box>
lead-column-2 <box>224 374 382 579</box>
lead-subhead: ಹಲವಾರು ಸಂಘಟನೆಗಳಿಂದ ಮೈಸೂರಿನಲ್ಲಿ ನಾನಾ ಕಾರ್ಯಕ್ರಮಗಳ ಆಯೋಜನೆ <box>365 123 746 141</box>
event-8-label: ಶ್ರೀ ಗಣಪತಿ ಸಚ್ಚಿದಾನಂದ ಆಶ್ರಮ: <box>319 1220 398 1230</box>
right-event-item: ■ ಶ್ರೀ ತ್ಯಾಗರಾಜ ಸಂಗೀತ ಸಭಾ: ಸಂಗೀತ ಕಛೇರಿ, ಸ್ಥಳ: ಸರಸ್ವತಿಪುರಂ, ಸಂಜೆ 6ಕ್ಕೆ. <box>606 1161 795 1171</box>
page-number-box <box>57 50 105 72</box>
palace-illustration <box>303 921 592 1070</box>
lead-body-4b: ಬಿಜೆಪಿ ಮೈಸೂರು ನಗರ ಘಟಕದ ವತಿಯಿಂದಲೂ ಹುತಾತ್ಮ ಯೋಧರ ಸ್ಮಾರಕಕ್ಕೆ ಪುಷ್ಪನಮನ ಸಲ್ಲಿಸಲಾಯಿತು. ಕಾರ್ಯಕರ್ತರು ರಾಷ್ಟ್ರಧ್ವಜ ಹಿಡಿದು ಮೆರವಣಿಗೆ ನಡೆಸಿ ಭಾರತ್ ಮಾತಾ ಕೀ ಜೈ ಘೋಷಣೆ ಕೂಗಿದರು. ವಿವಿಧ ಶಾಲಾ ಕಾಲೇಜುಗಳಲ್ಲಿಯೂ ವಿಜಯ್ ದಿವಸ್ ಅಂಗವಾಗಿ ವಿಶೇಷ ಕಾರ್ಯಕ್ರಮಗಳು ನಡೆದವು. <box>224 423 382 472</box>
application-divider <box>778 586 779 892</box>
right-event-3-text: ಸಂಗೀತ ಕಛೇರಿ, ಸ್ಥಳ: ಸರಸ್ವತಿಪುರಂ, ಸಂಜೆ 6ಕ್ಕೆ. <box>684 1161 795 1171</box>
sugar-body-2: ಆಸಕ್ತರು ಹೆಸರು ನೋಂದಾಯಿಸಿಕೊಳ್ಳಬಹುದು. ಹೆಚ್ಚಿನ ಮಾಹಿತಿಗಾಗಿ ಮೊ: 9886396862 ಸಂಪರ್ಕಿಸುವಂತೆ ಆಯೋಜಕರು ಕೋರಿದ್ದಾರೆ. <box>179 786 295 815</box>
lead-body-6c: ಮೈಸೂರು ಶಿವರಾಮ್ ಅಭಿಮಾನಿ ಬಳಗ, ವಿಶ್ವಹಿಂದೂ ಪರಿಷತ್, ಕನ್ನಡ ಸೇನೆ ಸೇರಿದಂತೆ ಹಲವು ಸಂಘ ಸಂಸ್ಥೆಗಳು ನಗರದ ವಿವಿಧೆಡೆ ಕಾರ್ಯಕ್ರಮ ಆಯೋಜಿಸಿ ಹುತಾತ್ಮ ಯೋಧರನ್ನು ಸ್ಮರಿಸಿದವು. ಸ್ವಾತಂತ್ರ್ಯ ಹೋರಾಟಗಾರರ ಕುಟುಂಬ ಸದಸ್ಯರನ್ನು ಹಾಗೂ ನಿವೃತ್ತ ಸೈನಿಕರನ್ನು ಸನ್ಮಾನಿಸಲಾಯಿತು. <box>727 374 889 422</box>
lead-body-3: ದೇಶದ ರಕ್ಷಣೆಗಾಗಿ ಪ್ರಾಣ ತ್ಯಾಗ ಮಾಡಿದ ವೀರ ಯೋಧರ ಬಲಿದಾನವನ್ನು ಯುವ ಪೀಳಿಗೆ ಸ್ಮರಿಸಬೇಕು ಎಂದು ಗಣ್ಯರು ಅಭಿಪ್ರಾಯಪಟ್ಟರು. 1999ರಲ್ಲಿ ನಡೆದ ಕಾರ್ಗಿಲ್ ಯುದ್ಧದಲ್ಲಿ ಭಾರತೀಯ ಸೇನೆ ಪಾಕಿಸ್ತಾನವನ್ನು ಸೋಲಿಸಿ ವಿಜಯ ಸಾಧಿಸಿದ ದಿನವನ್ನು ಪ್ರತಿ ವರ್ಷ ಜುಲೈ 26ರಂದು ಆಚರಿಸಲಾಗುತ್ತದೆ. <box>57 252 217 301</box>
lead-headline: 24ನೇ ಕಾರ್ಗಿಲ್ ವಿಜಯ್ ದಿವಸ್ ಆಚರಣೆ; ಹುತಾತ್ಮರಿಗೆ ನಮನ <box>184 83 762 114</box>
event-6-label: ಕನ್ನಡ ಸಾಹಿತ್ಯ ಪರಿಷತ್: <box>319 1197 376 1207</box>
right-event-4-text: ಯುವಜನ ಸಮಾವೇಶ, ಸ್ಥಳ: ಕಲಾಮಂದಿರ, ಬೆಳಿಗ್ಗೆ 10.30ಕ್ಕೆ. <box>670 1172 815 1182</box>
event-9-text: ಪ್ರಗತಿ ಪರಿಶೀಲನಾ ಸಭೆ, ಸ್ಥಳ: ಜಿ.ಪಂ. ಸಭಾಂಗಣ, ಮಧ್ಯಾಹ್ನ 3ಕ್ಕೆ. <box>368 1232 521 1242</box>
right-event-item: ■ ಜಿಲ್ಲಾ ಯುವ ಒಕ್ಕೂಟ: ಯುವಜನ ಸಮಾವೇಶ, ಸ್ಥಳ: ಕಲಾಮಂದಿರ, ಬೆಳಿಗ್ಗೆ 10.30ಕ್ಕೆ. <box>606 1172 815 1182</box>
obituary-box <box>57 1230 295 1406</box>
waste-bullet-2 <box>418 630 628 644</box>
event-item: ■ ಜಿಲ್ಲಾ ಪಂಚಾಯತ್: ಪ್ರಗತಿ ಪರಿಶೀಲನಾ ಸಭೆ, ಸ್ಥಳ: ಜಿ.ಪಂ. ಸಭಾಂಗಣ, ಮಧ್ಯಾಹ್ನ 3ಕ್ಕೆ. <box>310 1232 521 1242</box>
right-event-5-text: ವಿಶೇಷ ಪೂಜೆ ಮತ್ತು ಪ್ರಸಾದ ವಿನಿಯೋಗ, ಸ್ಥಳ: ಯಾದವಗಿರಿ, ಬೆಳಿಗ್ಗೆ 8ಕ್ಕೆ. <box>686 1184 855 1194</box>
lead-column-divider <box>220 124 221 580</box>
waste-body-4: ಘಟಕದಲ್ಲಿ ಕಾರ್ಯನಿರ್ವಹಿಸುವ ಸಿಬ್ಬಂದಿಗೆ ಸುರಕ್ಷತಾ ಸಾಮಗ್ರಿ ವಿತರಿಸಲಾಗಿದೆ. ತ್ಯಾಜ್ಯ ಸಾಗಣೆಗೆ ಹೆಚ್ಚುವರಿ ವಾಹನಗಳನ್ನು ಬಳಸಲಾಗುತ್ತಿದ್ದು, ಸ್ವಚ್ಛ ಮೈಸೂರು ನಿರ್ಮಾಣಕ್ಕೆ ಸಾರ್ವಜನಿಕರು ಸಹಕರಿಸಬೇಕು ಎಂದು ಮನವಿ ಮಾಡಲಾಗಿದೆ. <box>302 722 414 779</box>
today-banner <box>302 894 889 916</box>
sarvajana-illustration <box>58 1025 295 1152</box>
event-4-text: ನಾಟಕ ಪ್ರದರ್ಶನ, ಸ್ಥಳ: ಭೂಮಿಗೀತ ರಂಗಮಂದಿರ, ಸಂಜೆ 6.30ಕ್ಕೆ. <box>350 1174 506 1184</box>
waste-plant-photo <box>418 678 628 824</box>
radio-schedule-right <box>780 976 889 1132</box>
event-3-text: ಭಜನೆ ಮತ್ತು ಪ್ರವಚನ ಕಾರ್ಯಕ್ರಮ, ಸ್ಥಳ: ಯಾದವಗಿರಿ, ಸಂಜೆ 6.30ಕ್ಕೆ. <box>374 1162 542 1172</box>
event-7-text: ಮಕ್ಕಳಿಗೆ ಕಥೆ ಹೇಳುವ ಸ್ಪರ್ಧೆ, ಸ್ಥಳ: ಕೇಂದ್ರ ಗ್ರಂಥಾಲಯ, ಬೆಳಿಗ್ಗೆ 11ಕ್ಕೆ. <box>365 1209 528 1219</box>
sugar-top-rule <box>57 758 295 759</box>
waste-column-3 <box>418 852 628 890</box>
obituary-portrait <box>62 1257 114 1317</box>
event-6-text: ಕವಿಗೋಷ್ಠಿ ಮತ್ತು ಪುಸ್ತಕ ಬಿಡುಗಡೆ, ಸ್ಥಳ: ಕಸಾಪ ಸಭಾಂಗಣ, ಸಂಜೆ 5ಕ್ಕೆ. <box>377 1197 544 1207</box>
events-list <box>302 1128 592 1412</box>
page-number: 2 <box>79 50 93 74</box>
radio-schedule <box>598 942 776 1132</box>
school-event-illustration <box>58 589 295 708</box>
waste-bullet-3-text: 42 ದಿನದ ನಂತರ ಯಂತ್ರೋಪಕರಣ ಬಳಕೆಗೆ ನಿರ್ಧಾರ <box>427 646 558 655</box>
waste-bullet-3 <box>418 644 628 658</box>
obituary-body: ಮೈಸೂರು, ಜು.26-ಮೈಸೂರಿನ ನಿವಾಸಿ ಹಜರತ್ ಸೈಯದ್ ಅಸ್ಲಂ ಷಾ ಖಾದ್ರಿ (69) ಬುಧವಾರ ನಿಧನರಾದರು. ಮೃತರು ಪತ್ನಿ, ಪುತ್ರ, ಪುತ್ರಿಯರು ಸೇರಿದಂತೆ ಅಪಾರ ಬಂಧು ಮಿತ್ರರನ್ನು ಅಗಲಿದ್ದಾರೆ. ಮೃತರ ಅಂತ್ಯಕ್ರಿಯೆ ಗುರುವಾರ ನೆರವೇರಲಿದೆ ಎಂದು ಕುಟುಂಬ ಮೂಲಗಳು ತಿಳಿಸಿವೆ. <box>120 1267 290 1305</box>
